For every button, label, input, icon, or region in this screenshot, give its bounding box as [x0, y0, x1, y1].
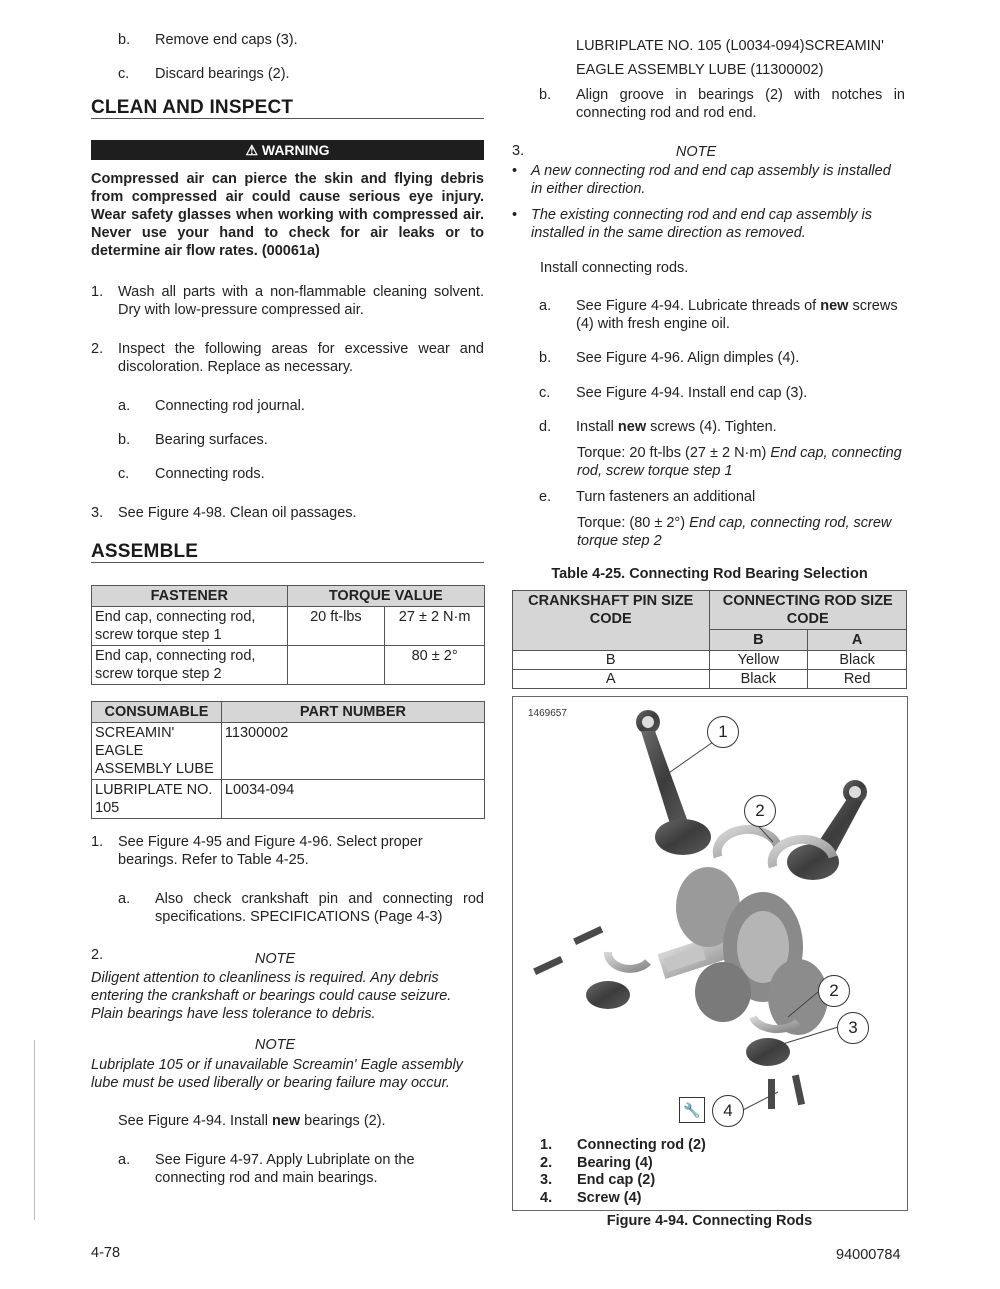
- legend-item-3: 3. End cap (2): [540, 1172, 656, 1188]
- tool-icon: 🔧: [679, 1097, 705, 1123]
- consumable-cell: LUBRIPLATE NO. 105: [92, 780, 222, 819]
- connecting-rods-illustration: [513, 697, 905, 1117]
- document-number: 94000784: [836, 1247, 901, 1263]
- inspect-substep-b: b. Bearing surfaces.: [118, 432, 268, 448]
- clean-step-2: 2. Inspect the following areas for excessive wear and discoloration. Replace as necessary.: [91, 341, 484, 375]
- rods-substep-c: c. See Figure 4-94. Install end cap (3).: [539, 385, 808, 401]
- torque-cell: 80 ± 2°: [385, 646, 485, 685]
- step-2a-lubriplate: a. See Figure 4-97. Apply Lubriplate on the connecting rod and main bearings.: [118, 1152, 415, 1186]
- note-label: NOTE: [675, 144, 717, 160]
- note-lubriplate: Lubriplate 105 or if unavailable Screamin' Eagle assembly lube must be used liberally or bearing failure may occur.: [91, 1057, 463, 1091]
- rods-substep-b: b. See Figure 4-96. Align dimples (4).: [539, 350, 800, 366]
- heading-rule: [91, 118, 484, 119]
- crankshaft-code-header: CRANKSHAFT PIN SIZE CODE: [513, 591, 710, 651]
- rod-code-header: CONNECTING ROD SIZE CODE: [709, 591, 907, 630]
- end-cap: [746, 1038, 790, 1066]
- fastener-cell: End cap, connecting rod, screw torque step 2: [92, 646, 288, 685]
- warning-text: Compressed air can pierce the skin and flying debris from compressed air could cause serious eye injury. Wear safety glasses when working with compressed air. Never use your hand to check for air leaks or to determine air flow rates. (00061a): [91, 171, 484, 259]
- table-caption: Table 4-25. Connecting Rod Bearing Selection: [551, 566, 868, 582]
- clean-inspect-heading: CLEAN AND INSPECT: [91, 97, 294, 118]
- torque-cell: 20 ft-lbs: [287, 607, 385, 646]
- table-cell: A: [513, 670, 710, 689]
- rods-substep-a: a. See Figure 4-94. Lubricate threads of new screws (4) with fresh engine oil.: [539, 298, 898, 332]
- assemble-step-1: 1. See Figure 4-95 and Figure 4-96. Select proper bearings. Refer to Table 4-25.: [91, 834, 423, 868]
- torque-value-header: TORQUE VALUE: [287, 586, 484, 607]
- figure-id: 1469657: [528, 708, 567, 719]
- install-bearings-step: See Figure 4-94. Install new bearings (2).: [118, 1113, 386, 1129]
- bearing-selection-table: [512, 590, 907, 689]
- note-bullet-2: • The existing connecting rod and end cap assembly is installed in the same direction as removed.: [512, 207, 872, 241]
- install-rods-step: Install connecting rods.: [540, 260, 689, 276]
- callout-4: 4: [712, 1095, 744, 1127]
- table-cell: Black: [709, 670, 808, 689]
- end-cap: [586, 981, 630, 1009]
- callout-3: 3: [837, 1012, 869, 1044]
- table-cell: B: [513, 651, 710, 670]
- torque-cell: 27 ± 2 N·m: [385, 607, 485, 646]
- part-number-cell: L0034-094: [221, 780, 484, 819]
- torque-step-2: Torque: (80 ± 2°) End cap, connecting rod, screw torque step 2: [577, 515, 892, 549]
- table-row: [92, 780, 485, 819]
- bearing-shell: [608, 952, 648, 969]
- note-bullet-1: • A new connecting rod and end cap assembly is installed in either direction.: [512, 163, 891, 197]
- torque-step-1: Torque: 20 ft-lbs (27 ± 2 N·m) End cap, connecting rod, screw torque step 1: [577, 445, 902, 479]
- clean-step-3: 3. See Figure 4-98. Clean oil passages.: [91, 505, 357, 521]
- note-label: NOTE: [254, 1037, 296, 1053]
- consumable-header: CONSUMABLE: [92, 702, 222, 723]
- note-label: NOTE: [254, 951, 296, 967]
- table-row: [513, 651, 907, 670]
- callout-1: 1: [707, 716, 739, 748]
- heading-rule: [91, 562, 484, 563]
- rod-code-a: A: [808, 630, 907, 651]
- rods-substep-d: d. Install new screws (4). Tighten.: [539, 419, 777, 435]
- part-number-header: PART NUMBER: [221, 702, 484, 723]
- table-cell: Yellow: [709, 651, 808, 670]
- legend-item-4: 4. Screw (4): [540, 1190, 642, 1206]
- bearing-shell: [717, 829, 778, 857]
- rods-substep-e: e. Turn fasteners an additional: [539, 489, 756, 505]
- clean-step-1: 1. Wash all parts with a non-flammable cleaning solvent. Dry with low-pressure compressed air.: [91, 284, 484, 318]
- step-b-remove-end-caps: b. Remove end caps (3).: [118, 32, 298, 48]
- table-row: [92, 607, 485, 646]
- fastener-table: [91, 585, 485, 685]
- callout-2: 2: [744, 795, 776, 827]
- warning-bar: ⚠ WARNING: [91, 140, 484, 160]
- figure-caption: Figure 4-94. Connecting Rods: [606, 1213, 813, 1229]
- legend-item-2: 2. Bearing (4): [540, 1155, 653, 1171]
- table-cell: Red: [808, 670, 907, 689]
- legend-item-1: 1. Connecting rod (2): [540, 1137, 706, 1153]
- crankshaft: [657, 867, 828, 1035]
- step-3-number: 3.: [512, 143, 525, 159]
- inspect-substep-c: c. Connecting rods.: [118, 466, 265, 482]
- table-cell: Black: [808, 651, 907, 670]
- step-b-align-groove: b. Align groove in bearings (2) with notches in connecting rod and rod end.: [539, 87, 905, 121]
- assemble-heading: ASSEMBLE: [91, 541, 199, 562]
- fastener-header: FASTENER: [92, 586, 288, 607]
- table-row: [92, 646, 485, 685]
- note-cleanliness: Diligent attention to cleanliness is required. Any debris entering the crankshaft or bearings could cause seizure. Plain bearings have less tolerance to debris.: [91, 970, 452, 1022]
- assemble-step-1a: a. Also check crankshaft pin and connecting rod specifications. SPECIFICATIONS (Page 4-3): [118, 891, 484, 925]
- margin-line: [34, 1040, 35, 1220]
- step-2-number: 2.: [91, 947, 104, 963]
- connecting-rod-1: [636, 710, 711, 855]
- page-number: 4-78: [91, 1245, 121, 1261]
- fastener-cell: End cap, connecting rod, screw torque step 1: [92, 607, 288, 646]
- rod-code-b: B: [709, 630, 808, 651]
- callout-2: 2: [818, 975, 850, 1007]
- table-row: [92, 723, 485, 780]
- consumable-table: [91, 701, 485, 819]
- inspect-substep-a: a. Connecting rod journal.: [118, 398, 305, 414]
- table-row: [513, 670, 907, 689]
- torque-cell: [287, 646, 385, 685]
- part-number-cell: 11300002: [221, 723, 484, 780]
- consumable-cell: SCREAMIN' EAGLE ASSEMBLY LUBE: [92, 723, 222, 780]
- lube-continuation: LUBRIPLATE NO. 105 (L0034-094)SCREAMIN' EAGLE ASSEMBLY LUBE (11300002): [576, 38, 884, 78]
- step-c-discard-bearings: c. Discard bearings (2).: [118, 66, 290, 82]
- connecting-rod-2: [787, 780, 867, 880]
